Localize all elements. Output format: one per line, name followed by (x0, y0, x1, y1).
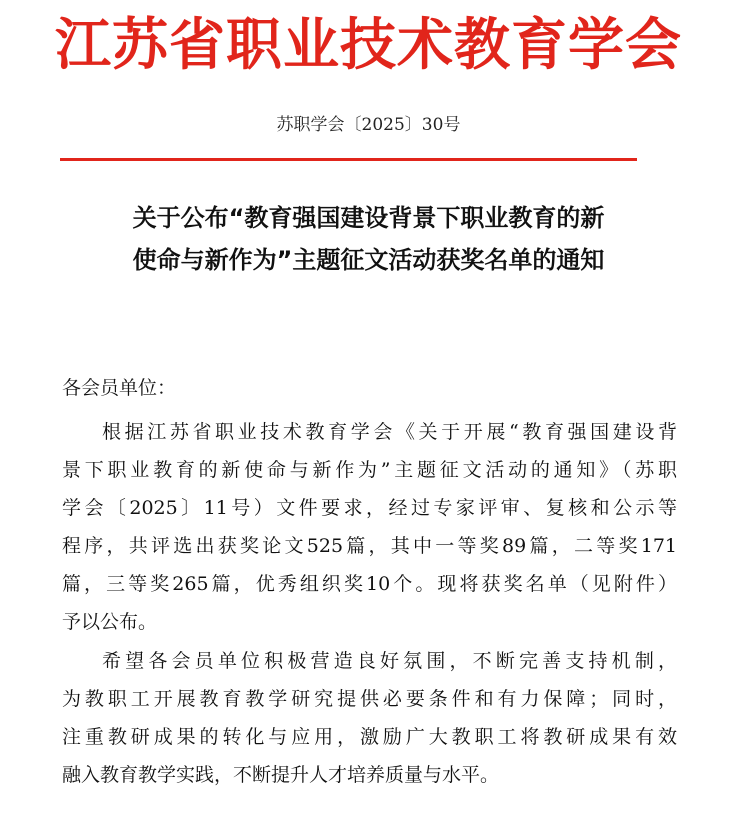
paragraph-line: 景下职业教育的新使命与新作为”主题征文活动的通知》（苏职 (62, 459, 677, 482)
paragraph-line: 融入教育教学实践，不断提升人才培养质量与水平。 (62, 763, 500, 786)
paragraph-line: 篇，三等奖265篇，优秀组织奖10个。现将获奖名单（见附件） (62, 573, 677, 596)
paragraph-line: 根据江苏省职业技术教育学会《关于开展“教育强国建设背 (102, 421, 677, 443)
paragraph-line: 学会〔2025〕11号）文件要求，经过专家评审、复核和公示等 (62, 497, 677, 520)
title-line: 关于公布“教育强国建设背景下职业教育的新 (132, 204, 605, 232)
document-body (62, 413, 677, 794)
organization-name: 江苏省职业技术教育学会 (55, 13, 682, 78)
paragraph-line: 注重教研成果的转化与应用，激励广大教职工将教研成果有效 (62, 725, 677, 748)
paragraph-line: 为教职工开展教育教学研究提供必要条件和有力保障；同时， (62, 687, 677, 710)
title-line: 使命与新作为”主题征文活动获奖名单的通知 (132, 246, 605, 274)
paragraph-line: 予以公布。 (62, 611, 158, 634)
document-title (40, 197, 697, 281)
red-divider-line (60, 158, 637, 161)
paragraph-line: 程序，共评选出获奖论文525篇，其中一等奖89篇，二等奖171 (62, 535, 677, 558)
salutation: 各会员单位： (62, 377, 177, 399)
document-number: 苏职学会〔2025〕30号 (276, 115, 461, 135)
paragraph-line: 希望各会员单位积极营造良好氛围，不断完善支持机制， (102, 649, 677, 672)
